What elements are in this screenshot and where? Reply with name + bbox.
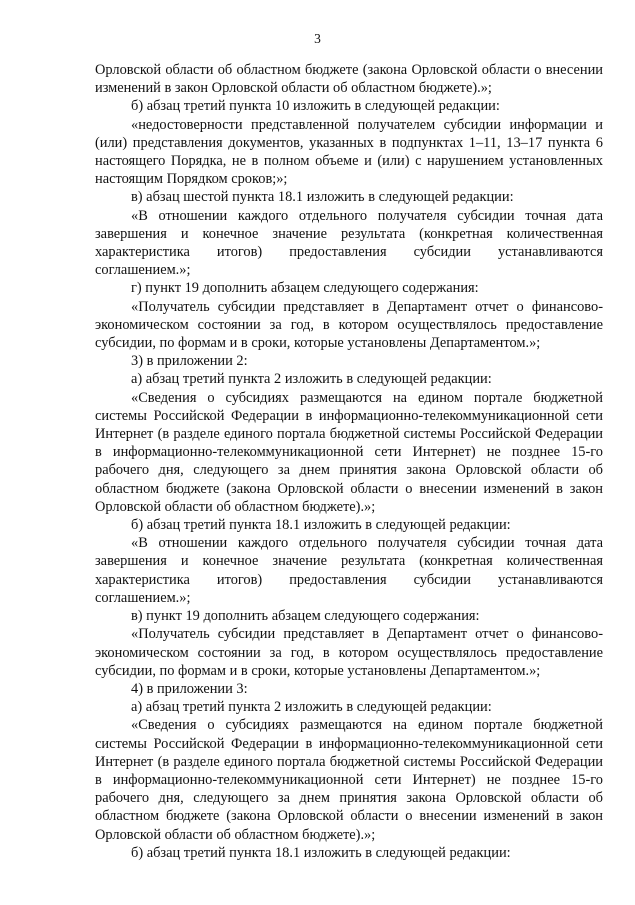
page-number: 3 (314, 31, 321, 46)
paragraph: б) абзац третий пункта 10 изложить в следующей редакции: (131, 98, 500, 115)
paragraph: «Сведения о субсидиях размещаются на едином портале бюджетной системы Российской Федерации в информационно-телекоммуникационной сети Интернет (в разделе единого портала бюджетной системы Российской Федерации в информационно-телекоммуникационной сети Интернет) не позднее 15-го рабочего дня, следующего за днем принятия закона Орловской области об областном бюджете (закона Орловской области о внесении изменений в закон Орловской области об областном бюджете).»; (95, 717, 603, 843)
paragraph: г) пункт 19 дополнить абзацем следующего содержания: (131, 280, 479, 297)
paragraph: 3) в приложении 2: (131, 353, 248, 370)
paragraph: 4) в приложении 3: (131, 680, 248, 697)
document-body (95, 61, 603, 862)
paragraph: «Получатель субсидии представляет в Департамент отчет о финансово-экономическом состоянии за год, в котором осуществлялось предоставление субсидии, по формам и в сроки, которые установлены Департаментом.»; (95, 298, 603, 352)
paragraph: «В отношении каждого отдельного получателя субсидии точная дата завершения и конечное значение результата (конкретная количественная характеристика итогов) предоставления субсидии устанавливаются соглашением.»; (95, 207, 603, 279)
paragraph: б) абзац третий пункта 18.1 изложить в следующей редакции: (131, 517, 511, 534)
paragraph: а) абзац третий пункта 2 изложить в следующей редакции: (131, 699, 492, 716)
paragraph: «Сведения о субсидиях размещаются на едином портале бюджетной системы Российской Федерации в информационно-телекоммуникационной сети Интернет (в разделе единого портала бюджетной системы Российской Федерации в информационно-телекоммуникационной сети Интернет) не позднее 15-го рабочего дня, следующего за днем принятия закона Орловской области об областном бюджете (закона Орловской области о внесении изменений в закон Орловской области об областном бюджете).»; (95, 389, 603, 515)
paragraph: в) абзац шестой пункта 18.1 изложить в следующей редакции: (131, 189, 514, 206)
paragraph: «В отношении каждого отдельного получателя субсидии точная дата завершения и конечное значение результата (конкретная количественная характеристика итогов) предоставления субсидии устанавливаются соглашением.»; (95, 535, 603, 606)
paragraph: б) абзац третий пункта 18.1 изложить в следующей редакции: (131, 844, 511, 861)
paragraph: Орловской области об областном бюджете (закона Орловской области о внесении изменений в закон Орловской области об областном бюджете).»; (95, 62, 603, 97)
paragraph: «недостоверности представленной получателем субсидии информации и (или) представления документов, указанных в подпунктах 1–11, 13–17 пункта 6 настоящего Порядка, не в полном объеме и (или) с нарушением установленных настоящим Порядком сроков;»; (95, 116, 603, 188)
paragraph: а) абзац третий пункта 2 изложить в следующей редакции: (131, 371, 492, 388)
paragraph: «Получатель субсидии представляет в Департамент отчет о финансово-экономическом состоянии за год, в котором осуществлялось предоставление субсидии, по формам и в сроки, которые установлены Департаментом.»; (95, 626, 603, 679)
paragraph: в) пункт 19 дополнить абзацем следующего содержания: (131, 608, 480, 625)
